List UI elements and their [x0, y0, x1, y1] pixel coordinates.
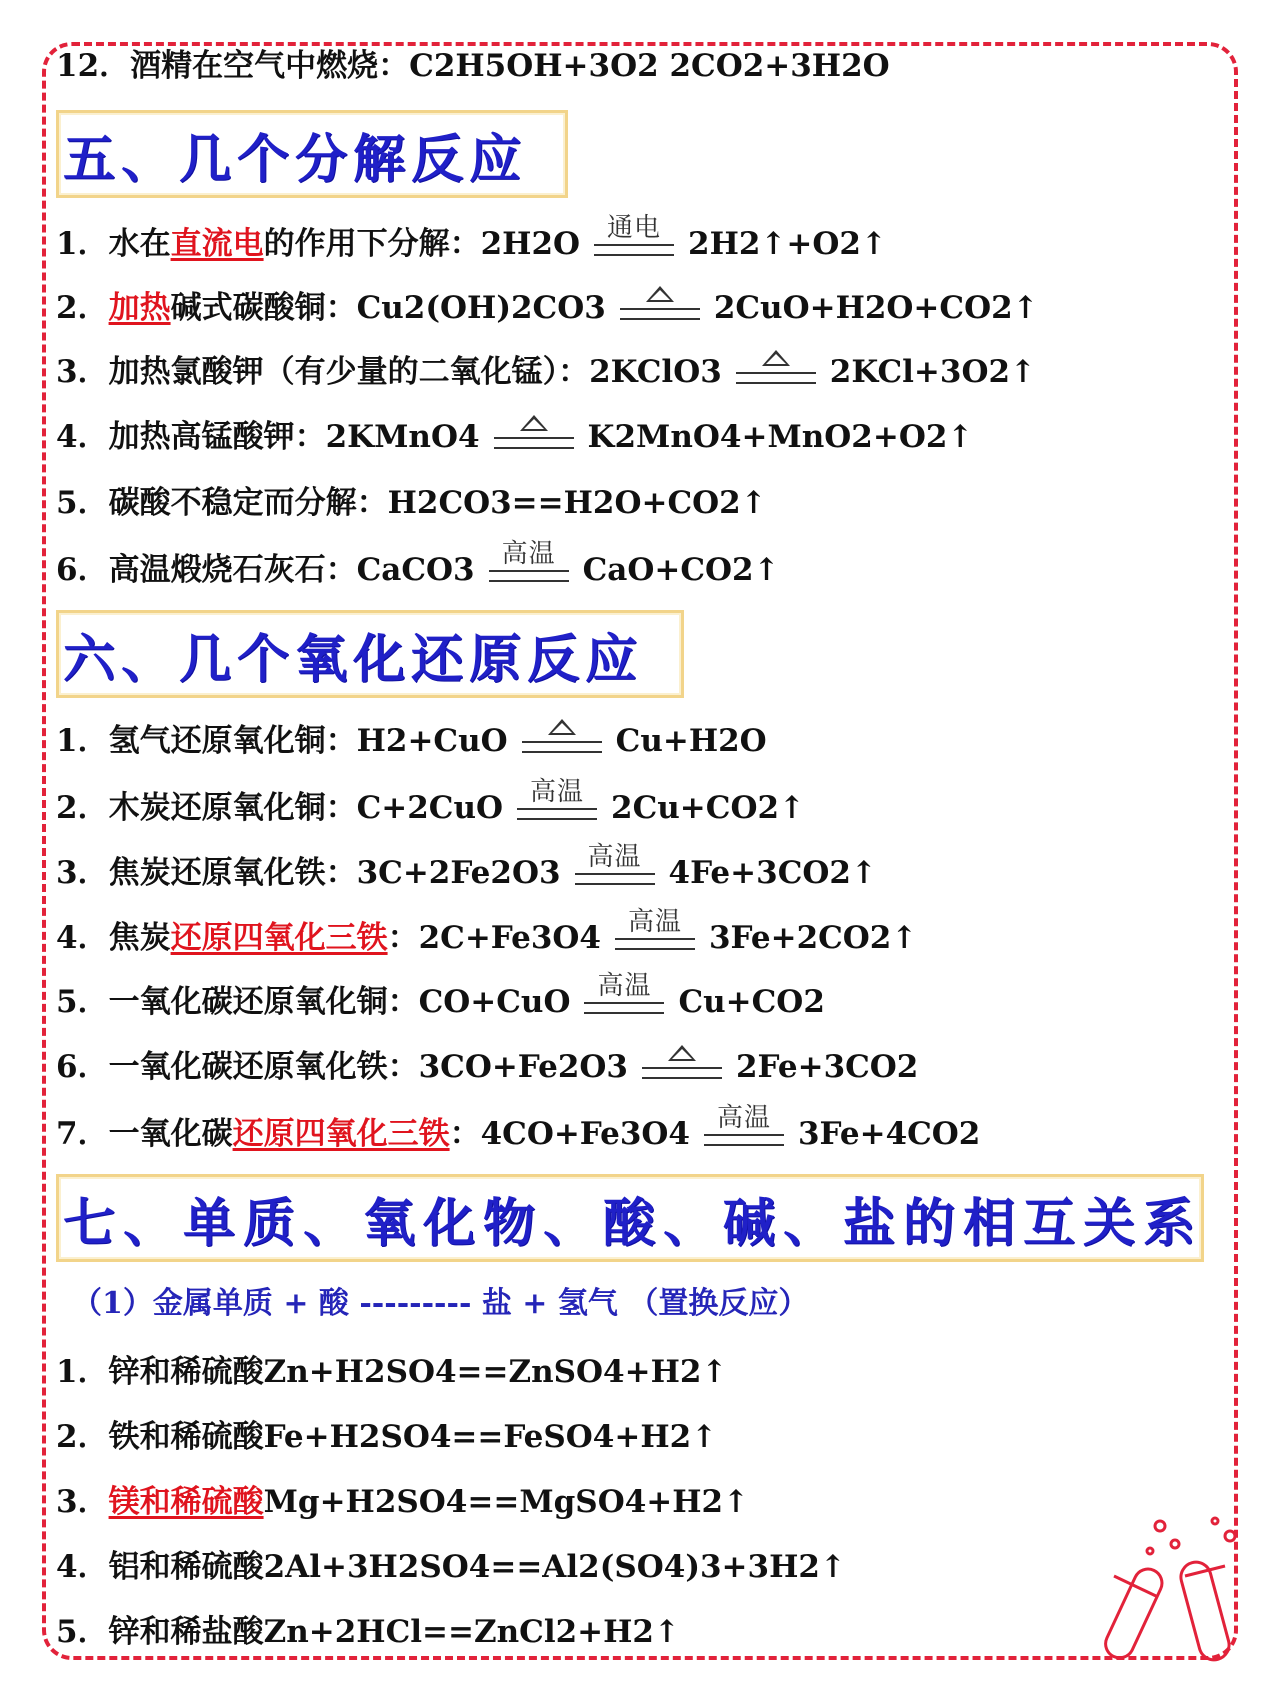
item-label: 加热高锰酸钾： [108, 419, 326, 455]
item-label: 水在 [108, 226, 171, 262]
condition-text: 通电 [607, 213, 662, 243]
products: 3Fe+2CO2↑ [708, 920, 918, 956]
heat-condition [736, 350, 816, 384]
equals-sign [620, 308, 700, 320]
item-number: 5． [56, 984, 109, 1020]
reactants: 3C+2Fe2O3 [356, 855, 561, 891]
reactants: CO+CuO [418, 984, 571, 1020]
equation-line [56, 46, 890, 86]
section-heading [56, 610, 684, 698]
reactants: 2H2O [480, 226, 581, 262]
condition-text: 高温 [501, 539, 556, 569]
heat-condition [522, 719, 602, 753]
test-tubes-icon [1090, 1506, 1260, 1676]
item-number: 3． [56, 1484, 109, 1520]
item-number: 1． [56, 723, 109, 759]
products: CaO+CO2↑ [582, 552, 780, 588]
reaction-condition [594, 214, 674, 256]
equation-line [56, 1417, 717, 1457]
equals-sign [704, 1134, 784, 1146]
item-number: 5． [56, 1614, 109, 1650]
products: 3Fe+4CO2 [797, 1116, 981, 1152]
reactants: 2Al+3H2SO4==Al2(SO4)3+3H2↑ [263, 1549, 846, 1585]
reactants: 4CO+Fe3O4 [480, 1116, 690, 1152]
heat-condition [494, 415, 574, 449]
products: Cu+H2O [615, 723, 767, 759]
equation-line [56, 213, 887, 264]
reaction-condition [704, 1104, 784, 1146]
reaction-condition [575, 843, 655, 885]
reactants: Fe+H2SO4==FeSO4+H2↑ [263, 1419, 718, 1455]
condition-text: 高温 [716, 1103, 771, 1133]
item-number: 4． [56, 419, 109, 455]
item-label: 碳酸不稳定而分解： [108, 485, 388, 521]
reactants: 2KClO3 [589, 354, 722, 390]
condition-text: 高温 [627, 907, 682, 937]
item-label: 高温煅烧石灰石： [108, 552, 357, 588]
item-label: 焦炭还原氧化铁： [108, 855, 357, 891]
section-title: 五、几个分解反应 [63, 128, 528, 190]
equals-sign [494, 437, 574, 449]
condition-text: 高温 [530, 777, 585, 807]
products: Cu+CO2 [678, 984, 825, 1020]
equals-sign [615, 938, 695, 950]
item-number: 3． [56, 354, 109, 390]
section-title: 六、几个氧化还原反应 [63, 628, 644, 690]
heat-triangle-icon [646, 286, 674, 302]
equation-line [56, 352, 1036, 392]
heat-triangle-icon [762, 350, 790, 366]
reactants: C+2CuO [356, 790, 504, 826]
item-label: 锌和稀盐酸 [108, 1614, 264, 1650]
reaction-condition [489, 540, 569, 582]
item-label: 铝和稀硫酸 [108, 1549, 264, 1585]
item-number: 7． [56, 1116, 109, 1152]
item-number: 2． [56, 790, 109, 826]
item-number: 1． [56, 226, 109, 262]
item-number: 6． [56, 1049, 109, 1085]
reactants: 2KMnO4 [325, 419, 480, 455]
equation-line [56, 1103, 981, 1154]
products: K2MnO4+MnO2+O2↑ [587, 419, 974, 455]
reaction-condition [517, 778, 597, 820]
section-heading [56, 1174, 1204, 1262]
equation-line [56, 483, 767, 523]
heat-triangle-icon [548, 719, 576, 735]
equation-line [56, 539, 780, 590]
item-number: 6． [56, 552, 109, 588]
item-label: 焦炭 [108, 920, 171, 956]
highlight-text: 加热 [108, 290, 171, 326]
equals-sign [575, 873, 655, 885]
item-label: 锌和稀硫酸 [108, 1354, 264, 1390]
equation-line [56, 1612, 680, 1652]
section-heading [56, 110, 568, 198]
reaction-condition [584, 972, 664, 1014]
reactants: Zn+2HCl==ZnCl2+H2↑ [263, 1614, 680, 1650]
equation-line [56, 1547, 846, 1587]
item-label: ： [387, 920, 419, 956]
reactants: 3CO+Fe2O3 [418, 1049, 628, 1085]
equals-sign [489, 570, 569, 582]
products: 2KCl+3O2↑ [829, 354, 1037, 390]
item-number: 3． [56, 855, 109, 891]
heat-condition [642, 1045, 722, 1079]
section-title: 七、单质、氧化物、酸、碱、盐的相互关系 [63, 1192, 1204, 1254]
section-subtitle: （1）金属单质 + 酸 --------- 盐 + 氢气 （置换反应） [72, 1286, 809, 1321]
products: 2H2↑+O2↑ [688, 226, 887, 262]
equals-sign [522, 741, 602, 753]
equation-line [56, 971, 825, 1022]
reactants: 2C+Fe3O4 [418, 920, 601, 956]
reactants: Cu2(OH)2CO3 [356, 290, 606, 326]
equation-line [56, 417, 973, 457]
heat-condition [620, 286, 700, 320]
line-text: 12．酒精在空气中燃烧： [56, 48, 410, 84]
item-label: 加热氯酸钾（有少量的二氧化锰）： [108, 354, 590, 390]
item-label: 铁和稀硫酸 [108, 1419, 264, 1455]
products: 2CuO+H2O+CO2↑ [713, 290, 1039, 326]
item-label: 一氧化碳 [108, 1116, 233, 1152]
item-label: 碱式碳酸铜： [170, 290, 357, 326]
equation-line [56, 1482, 749, 1522]
equation: C2H5OH+3O2 2CO2+3H2O [409, 48, 890, 84]
reactants: Mg+H2SO4==MgSO4+H2↑ [263, 1484, 750, 1520]
reactants: H2CO3==H2O+CO2↑ [387, 485, 767, 521]
reaction-condition [615, 908, 695, 950]
item-number: 2． [56, 1419, 109, 1455]
reactants: H2+CuO [356, 723, 508, 759]
products: 4Fe+3CO2↑ [668, 855, 877, 891]
highlight-text: 还原四氧化三铁 [232, 1116, 450, 1152]
highlight-text: 直流电 [170, 226, 264, 262]
item-label: ： [449, 1116, 481, 1152]
item-number: 1． [56, 1354, 109, 1390]
condition-text: 高温 [597, 971, 652, 1001]
products: 2Fe+3CO2 [735, 1049, 919, 1085]
heat-triangle-icon [520, 415, 548, 431]
reactants: Zn+H2SO4==ZnSO4+H2↑ [263, 1354, 728, 1390]
equation-line [56, 1047, 918, 1087]
equation-line [56, 842, 877, 893]
item-number: 4． [56, 920, 109, 956]
item-number: 5． [56, 485, 109, 521]
highlight-text: 镁和稀硫酸 [108, 1484, 264, 1520]
products: 2Cu+CO2↑ [611, 790, 805, 826]
equals-sign [736, 372, 816, 384]
condition-text: 高温 [587, 842, 642, 872]
equals-sign [642, 1067, 722, 1079]
item-number: 2． [56, 290, 109, 326]
equation-line [56, 721, 767, 761]
equation-line [56, 777, 805, 828]
item-label: 一氧化碳还原氧化铜： [108, 984, 419, 1020]
item-label: 的作用下分解： [263, 226, 481, 262]
equals-sign [584, 1002, 664, 1014]
item-number: 4． [56, 1549, 109, 1585]
equation-line [56, 1352, 727, 1392]
equation-line [56, 907, 918, 958]
equals-sign [594, 244, 674, 256]
highlight-text: 还原四氧化三铁 [170, 920, 388, 956]
item-label: 一氧化碳还原氧化铁： [108, 1049, 419, 1085]
item-label: 氢气还原氧化铜： [108, 723, 357, 759]
equals-sign [517, 808, 597, 820]
item-label: 木炭还原氧化铜： [108, 790, 357, 826]
equation-line [56, 288, 1039, 328]
heat-triangle-icon [668, 1045, 696, 1061]
reactants: CaCO3 [356, 552, 475, 588]
